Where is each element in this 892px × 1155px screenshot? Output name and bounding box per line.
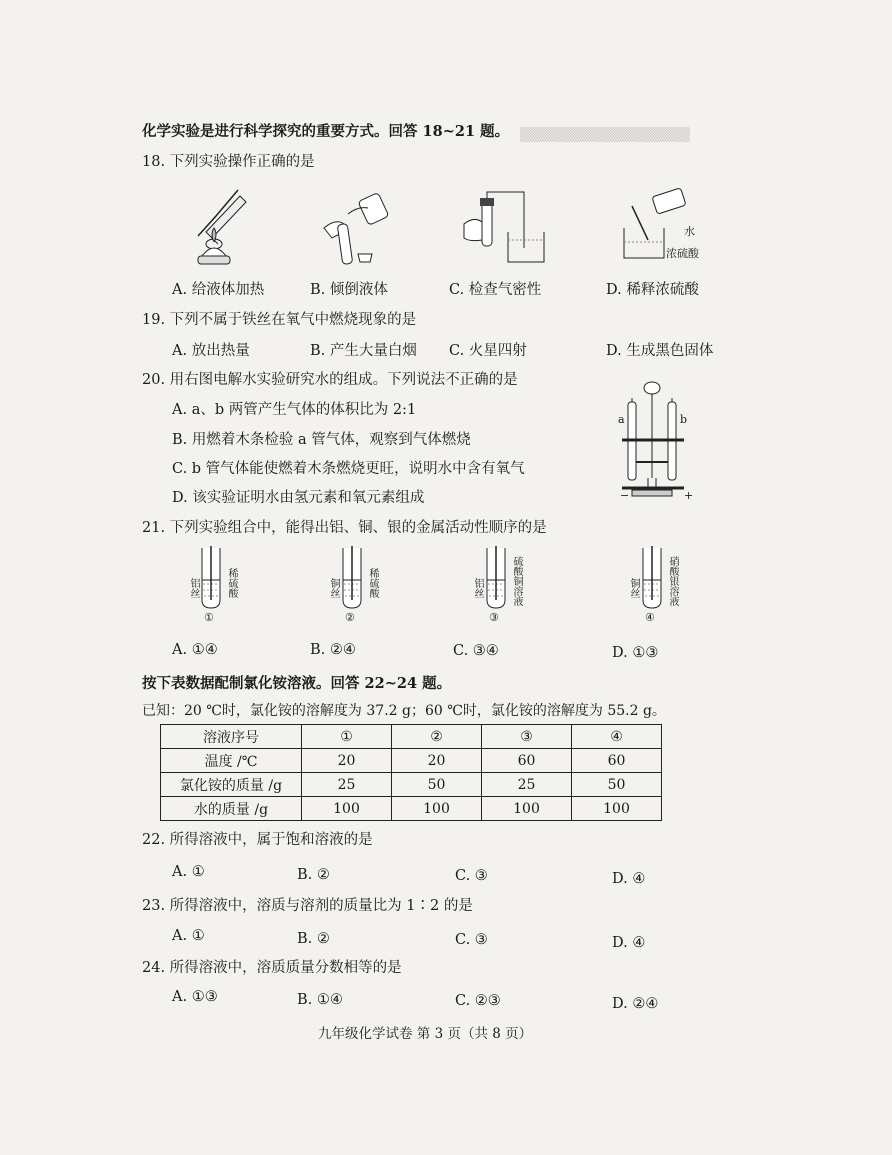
table-cell: 100 <box>482 797 572 821</box>
table-header-row <box>161 725 662 749</box>
known-conditions: 已知：20 ℃时，氯化铵的溶解度为 37.2 g；60 ℃时，氯化铵的溶解度为 55.2 g。 <box>142 703 666 719</box>
table-cell: 50 <box>572 773 662 797</box>
q22-option-d[interactable]: D. ④ <box>612 871 646 887</box>
table-row-label: 水的质量 /g <box>161 797 302 821</box>
q22-option-c[interactable]: C. ③ <box>455 868 488 884</box>
q23-option-c[interactable]: C. ③ <box>455 932 488 948</box>
q21-option-c[interactable]: C. ③④ <box>453 643 499 659</box>
table-header-cell: ④ <box>572 725 662 749</box>
figure-airtightness-check <box>460 188 550 268</box>
tube-4-metal: 铜丝 <box>628 578 639 598</box>
tube-2-number: ② <box>345 611 355 624</box>
question-24-stem: 24. 所得溶液中，溶质质量分数相等的是 <box>142 960 402 976</box>
q21-option-a[interactable]: A. ①④ <box>172 642 218 658</box>
q18-option-c[interactable]: C. 检查气密性 <box>449 282 542 298</box>
q19-option-c[interactable]: C. 火星四射 <box>449 343 527 359</box>
tube-2-metal: 铜丝 <box>328 578 339 598</box>
table-cell: 20 <box>392 749 482 773</box>
q18-option-b[interactable]: B. 倾倒液体 <box>310 282 388 298</box>
label-water: 水 <box>684 225 695 238</box>
question-18-stem: 18. 下列实验操作正确的是 <box>142 154 315 170</box>
table-cell: 25 <box>482 773 572 797</box>
test-tube-2 <box>339 546 365 612</box>
q18-option-a[interactable]: A. 给液体加热 <box>172 282 265 298</box>
q24-option-b[interactable]: B. ①④ <box>297 992 343 1008</box>
question-19-stem: 19. 下列不属于铁丝在氧气中燃烧现象的是 <box>142 312 417 328</box>
label-minus-electrode: − <box>620 489 630 502</box>
q23-option-d[interactable]: D. ④ <box>612 935 646 951</box>
table-row <box>161 749 662 773</box>
q19-option-a[interactable]: A. 放出热量 <box>172 343 250 359</box>
question-21-stem: 21. 下列实验组合中，能得出铝、铜、银的金属活动性顺序的是 <box>142 520 547 536</box>
q22-option-b[interactable]: B. ② <box>297 867 330 883</box>
table-cell: 20 <box>302 749 392 773</box>
tube-1-number: ① <box>204 611 214 624</box>
tube-1-solution: 稀硫酸 <box>226 568 237 598</box>
q21-option-d[interactable]: D. ①③ <box>612 645 659 661</box>
q23-option-a[interactable]: A. ① <box>172 928 205 944</box>
q18-option-d[interactable]: D. 稀释浓硫酸 <box>606 282 699 298</box>
table-cell: 60 <box>482 749 572 773</box>
label-conc-acid: 浓硫酸 <box>666 247 699 260</box>
table-header-cell: ③ <box>482 725 572 749</box>
q20-option-a[interactable]: A. a、b 两管产生气体的体积比为 2:1 <box>172 402 417 418</box>
table-header-cell: ② <box>392 725 482 749</box>
test-tube-4 <box>639 546 665 612</box>
section-intro-18-21: 化学实验是进行科学探究的重要方式。回答 18~21 题。 <box>142 123 510 140</box>
solution-data-table <box>160 724 662 821</box>
table-cell: 25 <box>302 773 392 797</box>
table-row-label: 温度 /℃ <box>161 749 302 773</box>
table-cell: 50 <box>392 773 482 797</box>
table-header-cell: 溶液序号 <box>161 725 302 749</box>
tube-2-solution: 稀硫酸 <box>367 568 378 598</box>
table-row <box>161 773 662 797</box>
table-cell: 100 <box>392 797 482 821</box>
tube-1-metal: 铝丝 <box>188 578 199 598</box>
q20-option-b[interactable]: B. 用燃着木条检验 a 管气体，观察到气体燃烧 <box>172 432 471 448</box>
label-tube-b: b <box>680 413 688 426</box>
table-row-label: 氯化铵的质量 /g <box>161 773 302 797</box>
figure-heating-liquid <box>188 186 258 268</box>
tube-4-number: ④ <box>645 611 655 624</box>
bleed-through-text: ▒▒▒▒▒▒▒▒▒▒▒▒▒▒▒▒▒ <box>520 128 690 143</box>
question-22-stem: 22. 所得溶液中，属于饱和溶液的是 <box>142 832 373 848</box>
q22-option-a[interactable]: A. ① <box>172 864 205 880</box>
q23-option-b[interactable]: B. ② <box>297 931 330 947</box>
q24-option-a[interactable]: A. ①③ <box>172 989 218 1005</box>
table-cell: 100 <box>302 797 392 821</box>
q20-option-c[interactable]: C. b 管气体能使燃着木条燃烧更旺，说明水中含有氧气 <box>172 461 525 477</box>
section-intro-22-24: 按下表数据配制氯化铵溶液。回答 22~24 题。 <box>142 675 452 692</box>
label-tube-a: a <box>618 413 625 426</box>
test-tube-3 <box>483 546 509 612</box>
label-plus-electrode: + <box>684 489 694 502</box>
table-cell: 100 <box>572 797 662 821</box>
q20-option-d[interactable]: D. 该实验证明水由氢元素和氧元素组成 <box>172 490 425 506</box>
table-row <box>161 797 662 821</box>
q24-option-d[interactable]: D. ②④ <box>612 996 659 1012</box>
q21-option-b[interactable]: B. ②④ <box>310 642 356 658</box>
q19-option-d[interactable]: D. 生成黑色固体 <box>606 343 714 359</box>
q19-option-b[interactable]: B. 产生大量白烟 <box>310 343 417 359</box>
q24-option-c[interactable]: C. ②③ <box>455 993 501 1009</box>
figure-pouring-liquid <box>318 188 398 270</box>
tube-3-solution: 硫酸铜溶液 <box>511 556 522 606</box>
page-footer: 九年级化学试卷 第 3 页（共 8 页） <box>318 1026 533 1042</box>
tube-3-number: ③ <box>489 611 499 624</box>
tube-4-solution: 硝酸银溶液 <box>667 556 678 606</box>
tube-3-metal: 铝丝 <box>472 578 483 598</box>
table-cell: 60 <box>572 749 662 773</box>
question-20-stem: 20. 用右图电解水实验研究水的组成。下列说法不正确的是 <box>142 372 518 388</box>
test-tube-1 <box>198 546 224 612</box>
table-header-cell: ① <box>302 725 392 749</box>
question-23-stem: 23. 所得溶液中，溶质与溶剂的质量比为 1∶2 的是 <box>142 898 473 914</box>
